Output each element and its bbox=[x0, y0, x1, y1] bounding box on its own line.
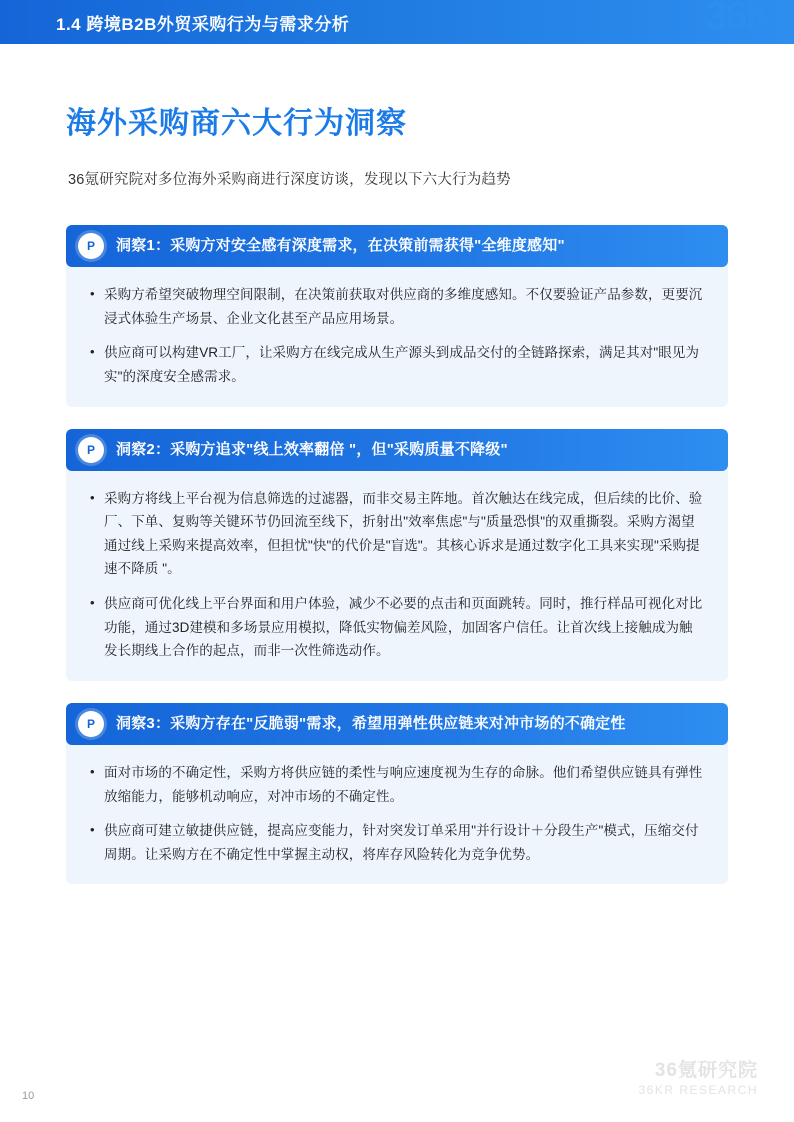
bullet-dot-icon: • bbox=[90, 822, 95, 838]
bullet-text: 采购方将线上平台视为信息筛选的过滤器，而非交易主阵地。首次触达在线完成，但后续的比价、验厂、下单、复购等关键环节仍回流至线下，折射出"效率焦虑"与"质量恐惧"的双重撕裂。采购方渴望通过线上采购来提高效率，但担忧"快"的代价是"盲选"。其核心诉求是通过数字化工具来实现"采购提速不降质 "。 bbox=[104, 490, 703, 577]
bullet-dot-icon: • bbox=[90, 489, 95, 505]
insight-card-2 bbox=[66, 429, 728, 681]
page-content bbox=[0, 44, 794, 884]
bullet-dot-icon: • bbox=[90, 344, 95, 360]
list-item bbox=[90, 341, 704, 388]
list-item bbox=[90, 819, 704, 866]
insight-badge-icon: P bbox=[78, 711, 104, 737]
footer-brand-en: 36KR RESEARCH bbox=[638, 1083, 758, 1097]
bullet-text: 面对市场的不确定性，采购方将供应链的柔性与响应速度视为生存的命脉。他们希望供应链具有弹性放缩能力，能够机动响应，对冲市场的不确定性。 bbox=[104, 764, 703, 804]
page-header-bar bbox=[0, 0, 794, 44]
insight-body-1 bbox=[66, 263, 728, 407]
insight-header-2 bbox=[66, 429, 728, 471]
list-item bbox=[90, 283, 704, 330]
bullet-text: 供应商可以构建VR工厂，让采购方在线完成从生产源头到成品交付的全链路探索，满足其对"眼见为实"的深度安全感需求。 bbox=[104, 345, 700, 384]
list-item bbox=[90, 592, 704, 663]
brand-logo-36kr: 36Kr bbox=[705, 0, 786, 38]
page-subtitle: 36氪研究院对多位海外采购商进行深度访谈，发现以下六大行为趋势 bbox=[68, 172, 511, 188]
page-title: 海外采购商六大行为洞察 bbox=[66, 107, 407, 140]
insight-body-3 bbox=[66, 741, 728, 885]
section-label: 1.4 跨境B2B外贸采购行为与需求分析 bbox=[56, 14, 350, 34]
insight-body-2 bbox=[66, 467, 728, 681]
insight-header-3 bbox=[66, 703, 728, 745]
insight-title-3: 洞察3：采购方存在"反脆弱"需求，希望用弹性供应链来对冲市场的不确定性 bbox=[116, 715, 626, 732]
bullet-dot-icon: • bbox=[90, 763, 95, 779]
bullet-dot-icon: • bbox=[90, 286, 95, 301]
insight-title-1: 洞察1：采购方对安全感有深度需求，在决策前需获得"全维度感知" bbox=[116, 237, 565, 255]
footer-brand-cn: 36氪研究院 bbox=[654, 1060, 758, 1082]
insight-title-2: 洞察2：采购方追求"线上效率翻倍 "，但"采购质量不降级" bbox=[116, 440, 508, 458]
bullet-dot-icon: • bbox=[90, 595, 95, 610]
insight-card-1 bbox=[66, 225, 728, 407]
bullet-text: 供应商可优化线上平台界面和用户体验，减少不必要的点击和页面跳转。同时，推行样品可视化对比功能，通过3D建模和多场景应用模拟，降低实物偏差风险，加固客户信任。让首次线上接触成为触发长期线上合作的起点，而非一次性筛选动作。 bbox=[104, 596, 703, 659]
bullet-text: 供应商可建立敏捷供应链，提高应变能力，针对突发订单采用"并行设计＋分段生产"模式，压缩交付周期。让采购方在不确定性中掌握主动权，将库存风险转化为竞争优势。 bbox=[104, 823, 699, 862]
insight-header-1 bbox=[66, 225, 728, 267]
insight-badge-icon: P bbox=[78, 233, 104, 259]
list-item bbox=[90, 487, 704, 582]
bullet-text: 采购方希望突破物理空间限制，在决策前获取对供应商的多维度感知。不仅要验证产品参数，更要沉浸式体验生产场景、企业文化甚至产品应用场景。 bbox=[104, 287, 703, 326]
page-number: 10 bbox=[22, 1090, 35, 1102]
list-item bbox=[90, 761, 704, 808]
insight-badge-icon: P bbox=[78, 437, 104, 463]
insight-card-3 bbox=[66, 703, 728, 885]
footer-watermark bbox=[638, 1059, 758, 1098]
